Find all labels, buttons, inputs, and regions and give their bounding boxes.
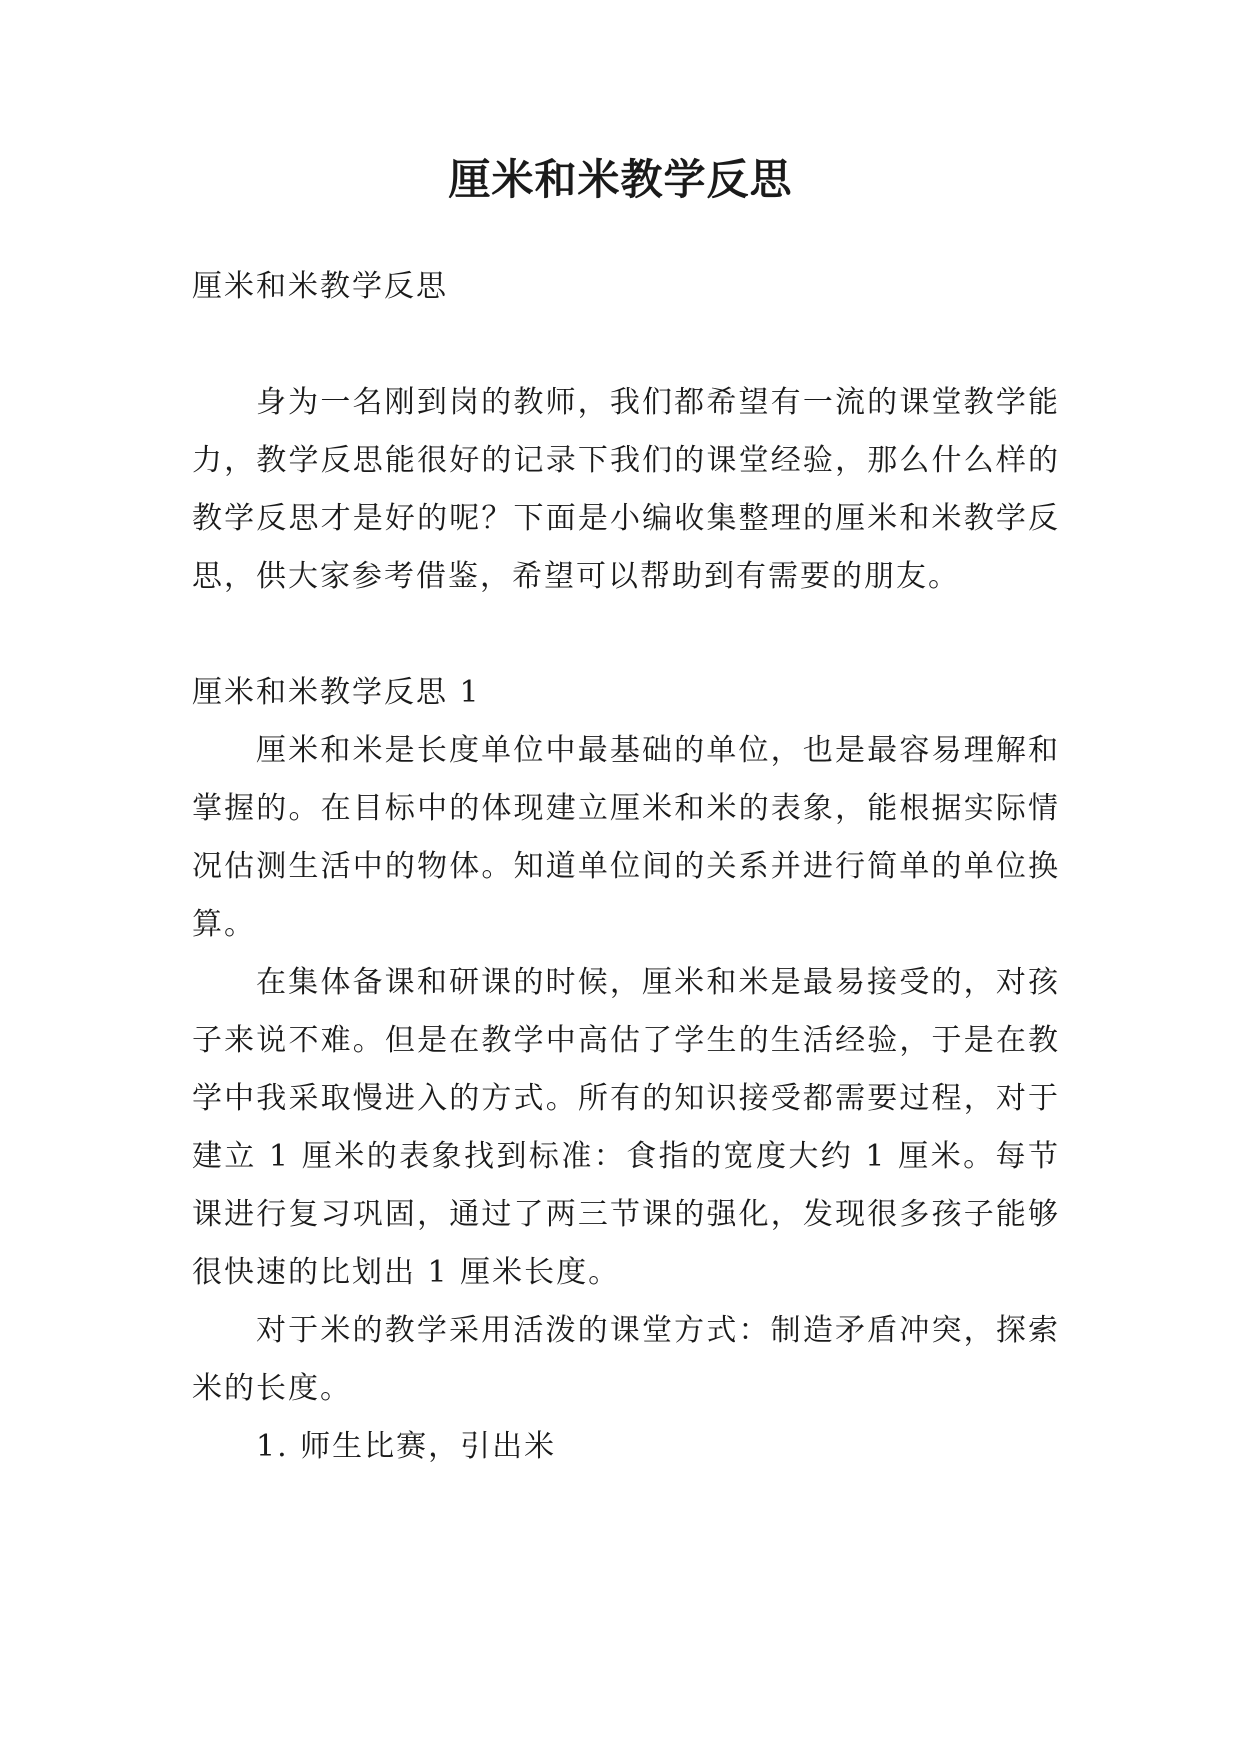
section-heading: 厘米和米教学反思 1 (192, 675, 481, 710)
body-paragraph: 厘米和米是长度单位中最基础的单位，也是最容易理解和掌握的。在目标中的体现建立厘米和米的表象，能根据实际情况估测生活中的物体。知道单位间的关系并进行简单的单位换算。 (192, 733, 1060, 942)
body-paragraph: 在集体备课和研课的时候，厘米和米是最易接受的，对孩子来说不难。但是在教学中高估了学生的生活经验，于是在教学中我采取慢进入的方式。所有的知识接受都需要过程，对于建立 1 厘米的表象找到标准：食指的宽度大约 1 厘米。每节课进行复习巩固，通过了两三节课的强化，发现很多孩子能够很快速的比划出 1 厘米长度。 (192, 965, 1060, 1290)
intro-paragraph: 身为一名刚到岗的教师，我们都希望有一流的课堂教学能力，教学反思能很好的记录下我们的课堂经验，那么什么样的教学反思才是好的呢？下面是小编收集整理的厘米和米教学反思，供大家参考借鉴，希望可以帮助到有需要的朋友。 (192, 385, 1060, 594)
document-subtitle: 厘米和米教学反思 (192, 269, 448, 304)
document-title: 厘米和米教学反思 (448, 155, 793, 204)
document-body (192, 258, 1060, 1476)
body-paragraph: 对于米的教学采用活泼的课堂方式：制造矛盾冲突，探索米的长度。 (192, 1313, 1060, 1406)
list-item: 1. 师生比赛，引出米 (256, 1429, 557, 1464)
